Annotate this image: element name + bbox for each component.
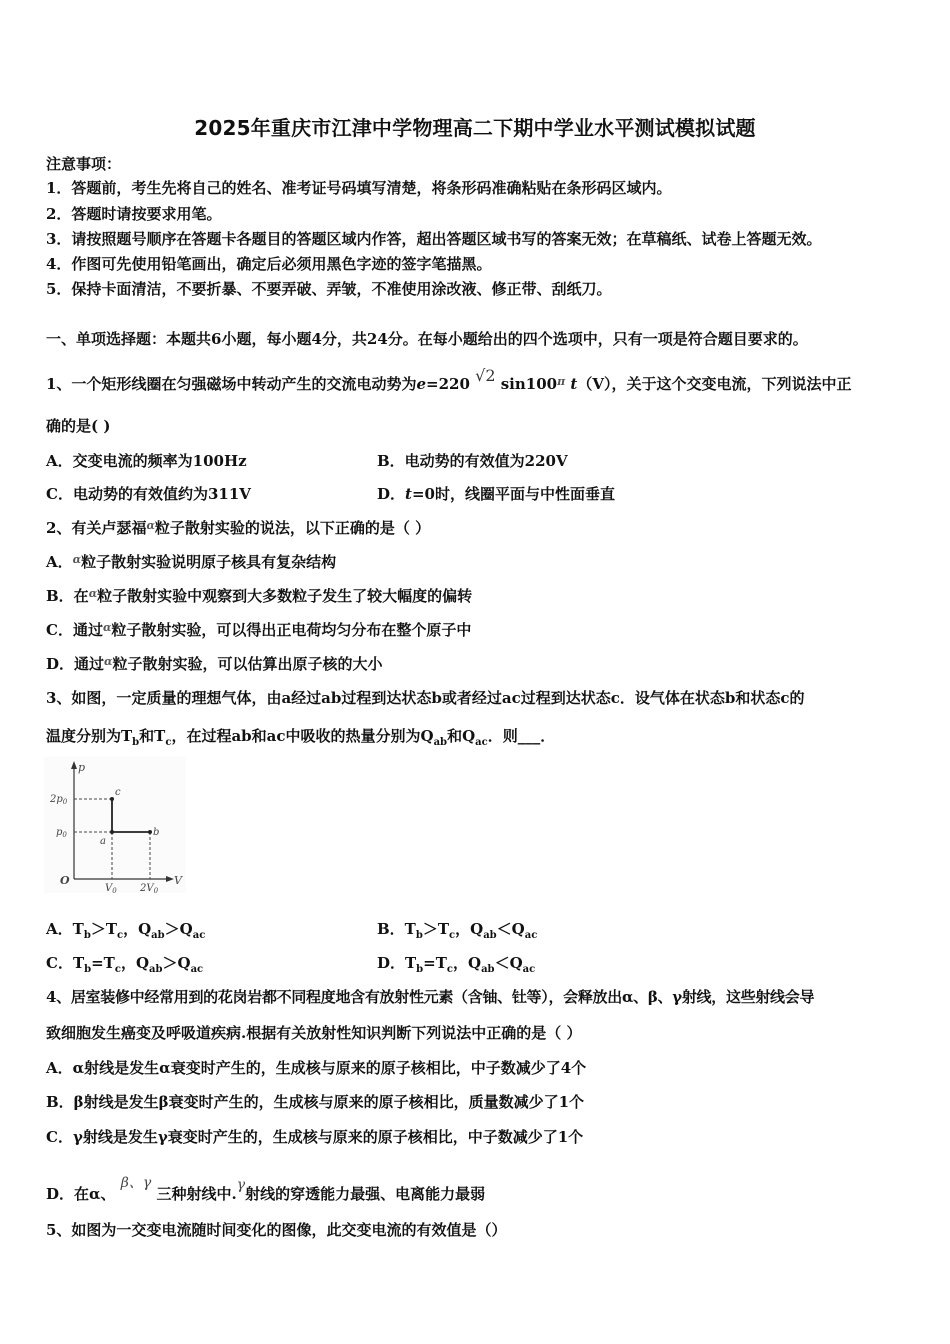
- q3-option-c: [46, 952, 203, 975]
- q4-option-a: A．α射线是发生α衰变时产生的，生成核与原来的原子核相比，中子数减少了4个: [46, 1059, 587, 1077]
- q2-a-alpha: α: [72, 553, 82, 566]
- q3-d-3: c: [446, 964, 453, 975]
- q3-stem-line1: 3、如图，一定质量的理想气体，由a经过ab过程到达状态b或者经过ac过程到达状态c．设气体在状态b和状态c的: [46, 689, 805, 707]
- q2-b-pre: B．在: [46, 587, 89, 605]
- q3-c-6: ＞Q: [162, 954, 191, 972]
- q1-stem: [46, 366, 851, 394]
- v-axis-label: V: [174, 874, 182, 887]
- q3-l2g: 和Q: [447, 727, 476, 745]
- q1-d-t: t: [405, 485, 412, 503]
- q3-c-3: c: [114, 964, 121, 975]
- q3-d-0: D．T: [377, 954, 417, 972]
- q3-b-2: ＞T: [422, 920, 450, 938]
- q4-option-d: [46, 1172, 485, 1204]
- q3-a-5: ab: [151, 930, 165, 941]
- q3-d-1: b: [416, 964, 424, 975]
- q1-e-var: e: [416, 375, 426, 393]
- notice-item-2: 2．答题时请按要求用笔。: [46, 205, 222, 223]
- label-b: b: [153, 827, 160, 838]
- q3-c-4: ，Q: [120, 954, 150, 972]
- q3-b-5: ab: [483, 930, 497, 941]
- label-2p0-main: 2p: [50, 794, 63, 805]
- q3-c-2: =T: [91, 954, 115, 972]
- state-c-point: [110, 797, 114, 801]
- q2-c-post: 粒子散射实验，可以得出正电荷均匀分布在整个原子中: [111, 621, 472, 639]
- q1-stem-text: 1、一个矩形线圈在匀强磁场中转动产生的交流电动势为: [46, 375, 417, 393]
- p-axis-label: p: [78, 761, 86, 774]
- q5-stem: 5、如图为一交变电流随时间变化的图像，此交变电流的有效值是（）: [46, 1221, 507, 1239]
- q3-a-0: A．T: [46, 920, 84, 938]
- q3-b-1: b: [415, 930, 423, 941]
- label-v0-main: V: [105, 883, 113, 893]
- q3-d-4: ，Q: [453, 954, 482, 972]
- q3-d-7: ac: [522, 964, 536, 975]
- q3-l2h: ac: [475, 737, 488, 748]
- q3-l2b: b: [132, 737, 140, 748]
- q4-d-a: D．在α、: [46, 1185, 116, 1203]
- q2-option-d: [46, 653, 383, 674]
- notice-item-3: 3．请按照题号顺序在答题卡各题目的答题区域内作答，超出答题区域书写的答案无效；在草稿纸、试卷上答题无效。: [46, 230, 822, 248]
- q4-stem-line1: 4、居室装修中经常用到的花岗岩都不同程度地含有放射性元素（含铀、钍等），会释放出α、β、γ射线，这些射线会导: [46, 988, 815, 1006]
- q2-stem: [46, 517, 430, 538]
- q1-option-c: C．电动势的有效值约为311V: [46, 485, 251, 503]
- q3-l2c: 和T: [139, 727, 166, 745]
- label-p0-sub: 0: [62, 831, 67, 839]
- q3-option-b: [377, 918, 537, 941]
- q3-l2f: ab: [433, 737, 448, 748]
- q4-d-gamma: γ: [236, 1177, 246, 1193]
- q3-a-3: c: [116, 930, 124, 941]
- q3-d-2: =T: [423, 954, 447, 972]
- q2-c-pre: C．通过: [46, 621, 103, 639]
- q2-option-c: [46, 619, 471, 640]
- q3-pv-diagram: [44, 757, 186, 893]
- q3-option-a: [46, 918, 205, 941]
- q2-alpha: α: [146, 519, 155, 532]
- q3-b-7: ac: [524, 930, 538, 941]
- q3-d-5: ab: [481, 964, 495, 975]
- state-b-point: [148, 830, 152, 834]
- page-title: 2025年重庆市江津中学物理高二下期中学业水平测试模拟试题: [194, 116, 756, 140]
- q2-b-post: 粒子散射实验中观察到大多数粒子发生了较大幅度的偏转: [97, 587, 473, 605]
- q2-stem-a: 2、有关卢瑟福: [46, 519, 147, 537]
- notice-item-4: 4．作图可先使用铅笔画出，确定后必须用黑色字迹的签字笔描黑。: [46, 255, 492, 273]
- q4-stem-line2: 致细胞发生癌变及呼吸道疾病.根据有关放射性知识判断下列说法中正确的是（ ）: [46, 1024, 582, 1042]
- q3-c-5: ab: [149, 964, 163, 975]
- q2-option-a: [46, 551, 336, 572]
- q3-l2a: 温度分别为T: [46, 727, 133, 745]
- q3-c-7: ac: [190, 964, 204, 975]
- origin-label: O: [60, 874, 70, 887]
- q2-stem-b: 粒子散射实验的说法，以下正确的是（ ）: [154, 519, 431, 537]
- q1-d-pre: D．: [377, 485, 406, 503]
- q2-c-alpha: α: [102, 621, 112, 634]
- q3-a-1: b: [83, 930, 91, 941]
- notice-item-5: 5．保持卡面清洁，不要折暴、不要弄破、弄皱，不准使用涂改液、修正带、刮纸刀。: [46, 280, 612, 298]
- q3-stem-line2: [46, 725, 555, 748]
- q3-c-0: C．T: [46, 954, 85, 972]
- q3-a-4: ，Q: [123, 920, 152, 938]
- q4-option-b: B．β射线是发生β衰变时产生的，生成核与原来的原子核相比，质量数减少了1个: [46, 1093, 585, 1111]
- figure-background: [44, 757, 186, 893]
- section-heading: 一、单项选择题：本题共6小题，每小题4分，共24分。在每小题给出的四个选项中，只有一项是符合题目要求的。: [46, 330, 808, 348]
- q1-option-b: B．电动势的有效值为220V: [377, 452, 568, 470]
- q1-t-var: t: [570, 375, 578, 393]
- q2-d-pre: D．通过: [46, 655, 105, 673]
- q2-a-pre: A．: [46, 553, 73, 571]
- q1-stem-line2: 确的是( ): [46, 417, 111, 435]
- q1-eq: =220: [426, 375, 470, 393]
- notice-heading: 注意事项：: [46, 155, 122, 173]
- q4-d-b: 三种射线中.: [156, 1185, 237, 1203]
- q2-d-post: 粒子散射实验，可以估算出原子核的大小: [112, 655, 383, 673]
- label-c: c: [115, 787, 121, 798]
- q1-d-post: =0时，线圈平面与中性面垂直: [411, 485, 615, 503]
- notice-item-1: 1．答题前，考生先将自己的姓名、准考证号码填写清楚，将条形码准确粘贴在条形码区域内。: [46, 179, 672, 197]
- q3-b-6: ＜Q: [496, 920, 525, 938]
- label-2p0-sub: 0: [62, 798, 68, 806]
- q3-l2i: ．则___．: [487, 727, 556, 745]
- q3-d-6: ＜Q: [494, 954, 523, 972]
- q3-l2d: c: [165, 737, 172, 748]
- q2-a-post: 粒子散射实验说明原子核具有复杂结构: [81, 553, 337, 571]
- q1-option-a: A．交变电流的频率为100Hz: [46, 452, 247, 470]
- q3-a-6: ＞Q: [164, 920, 193, 938]
- q3-b-0: B．T: [377, 920, 416, 938]
- q4-option-c: C．γ射线是发生γ衰变时产生的，生成核与原来的原子核相比，中子数减少了1个: [46, 1128, 584, 1146]
- q4-d-c: 射线的穿透能力最强、电离能力最弱: [245, 1185, 486, 1203]
- label-a: a: [100, 836, 106, 847]
- q2-d-alpha: α: [104, 655, 113, 668]
- q4-d-greek: β、γ: [120, 1175, 152, 1191]
- label-2v0-sub: 0: [153, 887, 159, 893]
- label-v0-sub: 0: [112, 887, 117, 893]
- label-p0-main: p: [56, 827, 63, 838]
- q1-option-d: [377, 483, 615, 504]
- q3-b-3: c: [449, 930, 456, 941]
- label-2v0-main: 2V: [140, 883, 154, 893]
- q1-pi: π: [557, 375, 566, 388]
- q1-stem-tail: （V），关于这个交变电流，下列说法中正: [577, 375, 852, 393]
- q3-c-1: b: [84, 964, 92, 975]
- q3-option-d: [377, 952, 535, 975]
- q1-sin: sin100: [500, 375, 558, 393]
- q2-b-alpha: α: [88, 587, 98, 600]
- q3-a-7: ac: [192, 930, 206, 941]
- q3-b-4: ，Q: [455, 920, 484, 938]
- q3-l2e: ，在过程ab和ac中吸收的热量分别为Q: [171, 727, 434, 745]
- q3-a-2: ＞T: [90, 920, 117, 938]
- state-a-point: [110, 830, 114, 834]
- q2-option-b: [46, 585, 472, 606]
- q1-sqrt2: √2: [475, 366, 496, 385]
